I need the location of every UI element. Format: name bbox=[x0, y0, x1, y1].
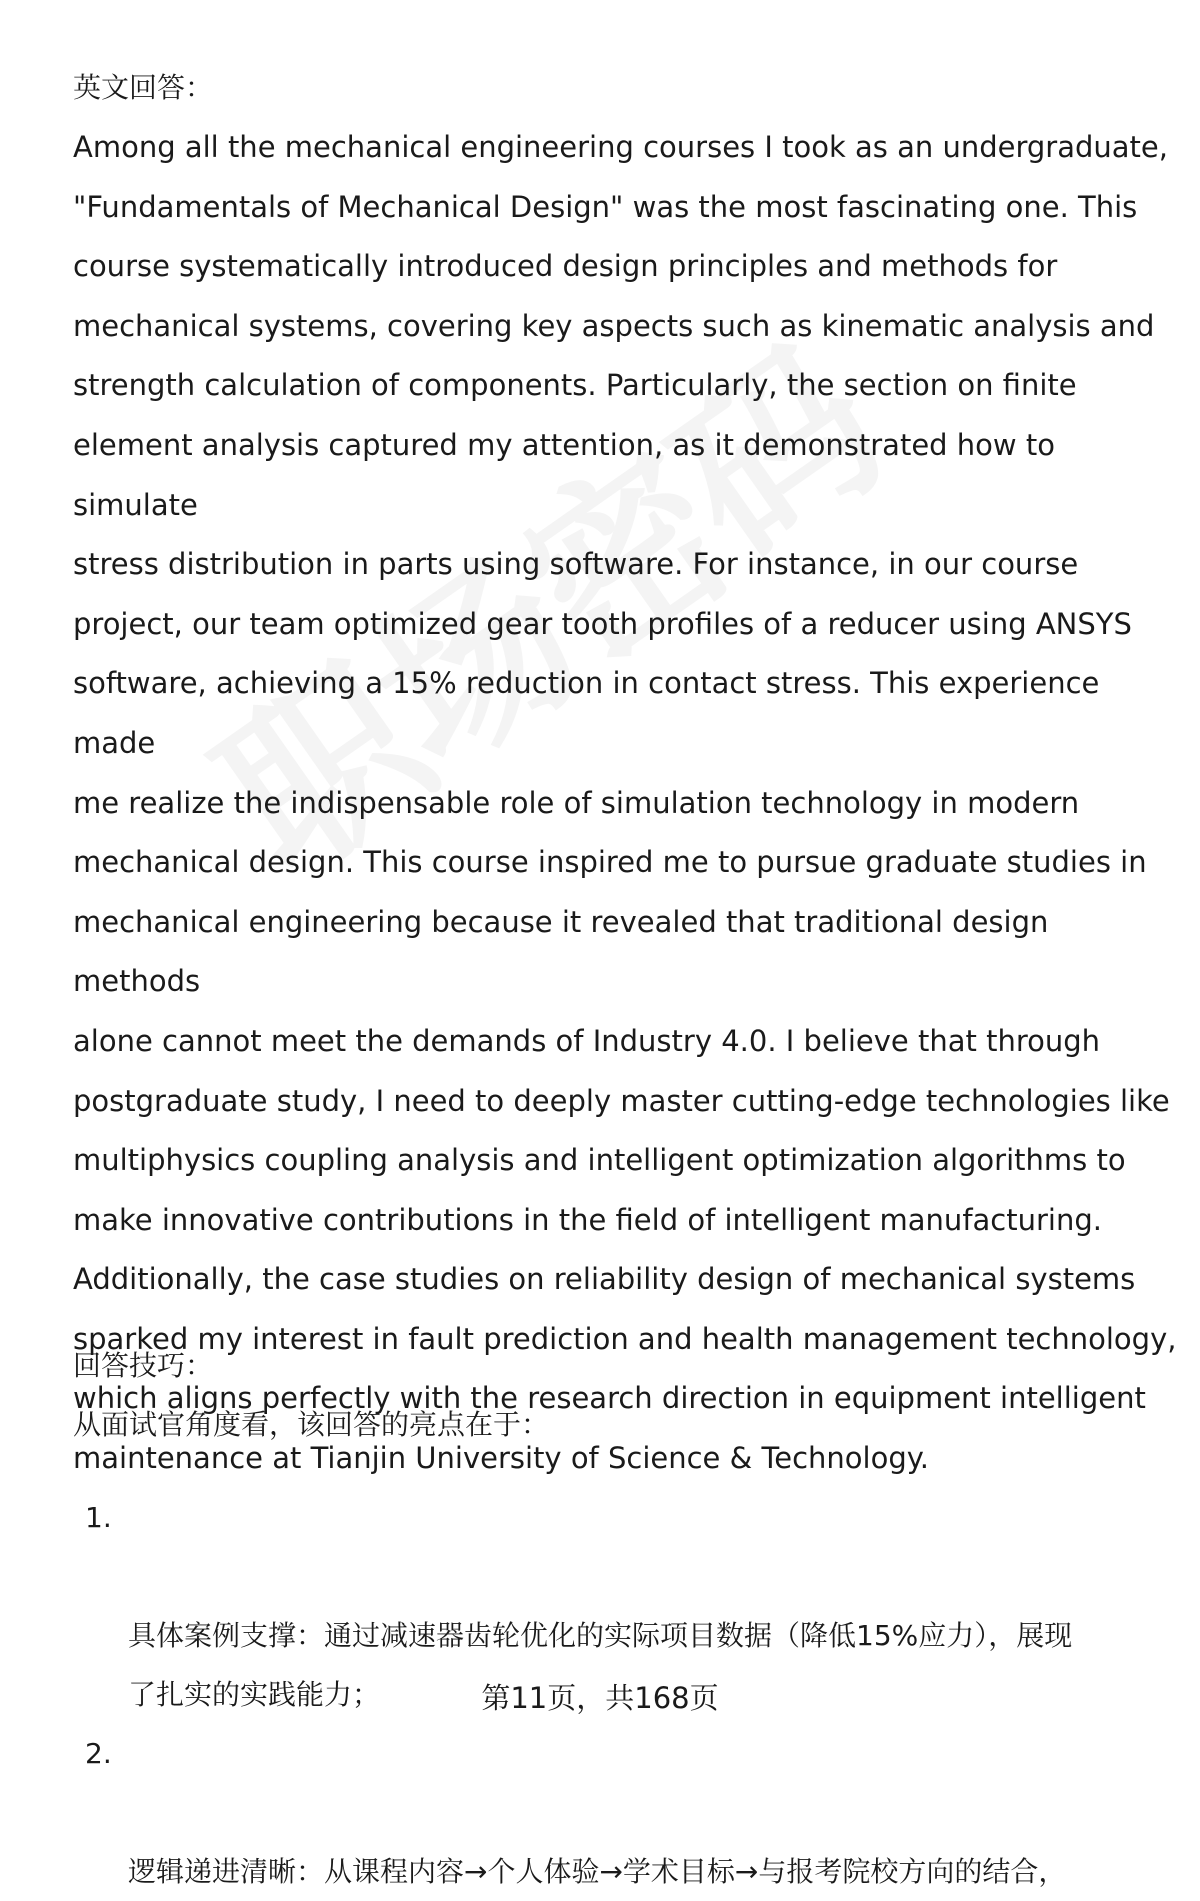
list-item-number: 1. bbox=[85, 1501, 112, 1534]
english-answer-text: Among all the mechanical engineering courses I took as an undergraduate, "Fundamentals of Mechanical Design" was the most fascinating one. This course systematically introduced design principles and methods for mechanical systems, covering key aspects such as kinematic analysis and strength calculation of components. Particularly, the section on finite element analysis captured my attention, as it demonstrated how to simulate stress distribution in parts using software. For instance, in our course project, our team optimized gear tooth profiles of a reducer using ANSYS software, achieving a 15% reduction in contact stress. This experience made me realize the indispensable role of simulation technology in modern mechanical design. This course inspired me to pursue graduate studies in mechanical engineering because it revealed that traditional design methods alone cannot meet the demands of Industry 4.0. I believe that through postgraduate study, I need to deeply master cutting-edge technologies like multiphysics coupling analysis and intelligent optimization algorithms to make innovative contributions in the field of intelligent manufacturing. Additionally, the case studies on reliability design of mechanical systems sparked my interest in fault prediction and health management technology, which aligns perfectly with the research direction in equipment intelligent maintenance at Tianjin University of Science & Technology. bbox=[73, 130, 1177, 1476]
list-item-text: 逻辑递进清晰：从课程内容→个人体验→学术目标→与报考院校方向的结合， bbox=[128, 1855, 1067, 1888]
tips-intro: 从面试官角度看，该回答的亮点在于： bbox=[73, 1408, 550, 1441]
english-answer-label: 英文回答： bbox=[73, 71, 214, 104]
page-number: 第11页，共168页 bbox=[481, 1681, 719, 1715]
list-item-text: 具体案例支撑：通过减速器齿轮优化的实际项目数据（降低15%应力），展现 了扎实的实践能力； bbox=[128, 1619, 1073, 1711]
list-item-number: 2. bbox=[85, 1737, 112, 1770]
list-item bbox=[73, 1724, 1163, 1901]
tips-label: 回答技巧： bbox=[73, 1349, 214, 1382]
